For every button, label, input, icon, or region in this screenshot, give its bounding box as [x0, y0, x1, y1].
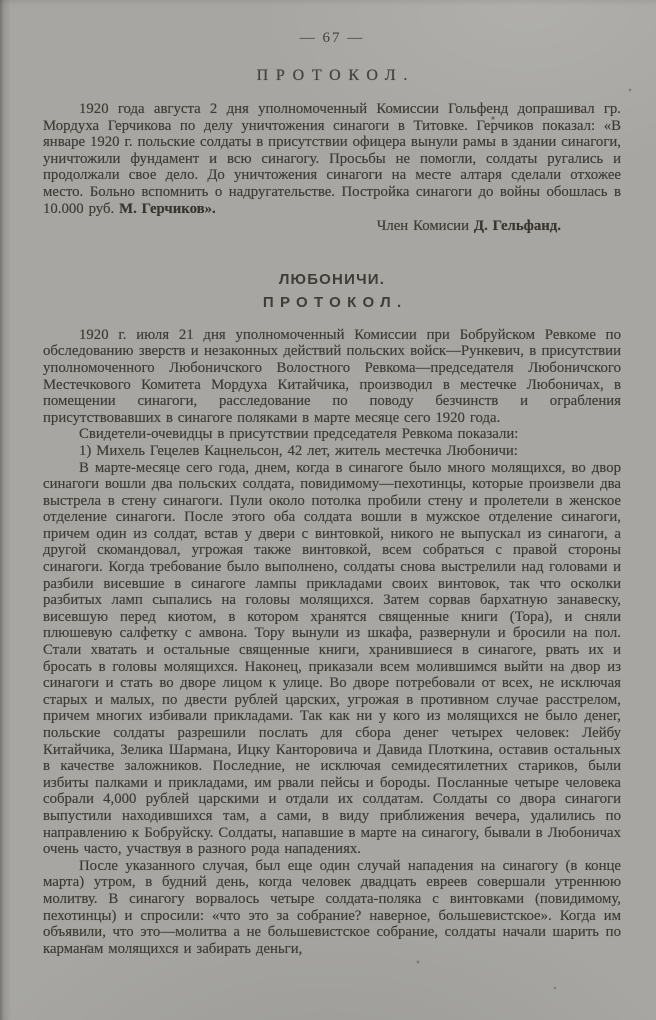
paragraph-testimony-main: В марте-месяце сего года, днем, когда в синагоге было много молящихся, во двор синагоги вошли два польских солдата, повидимому—пехотинцы, которые произвели два выстрела в стену синагоги. Пули около потолка пробили стену и пролетели в женское отделение синагоги. После этого оба солдата вошли в мужское отделение синагоги, причем один из солдат, встав у двери с винтовкой, никого не выпускал из синагоги, а другой скомандовал, угрожая также винтовкой, всем собраться с правой стороны синагоги. Когда требование было выполнено, солдаты снова выстрелили над головами и разбили висевшие в синагоге лампы прикладами своих винтовок, так что осколки разбитых ламп сыпались на головы молящихся. Затем сорвав бархатную занавеску, висевшую перед киотом, в котором хранятся священные книги (Тора), и сняли плюшевую салфетку с амвона. Тору вынули из шкафа, развернули и бросили на пол. Стали хватать и остальные священные книги, хранившиеся в синагоге, рвать их и бросать в головы молящихся. Наконец, приказали всем молившимся выйти на двор из синагоги и стать во дворе лицом к улице. Во дворе потребовали от всех, не исключая старых и малых, по двести рублей царских, угрожая в противном случае расстрелом, причем многих избивали прикладами. Так как ни у кого из молящихся не было денег, польские солдаты разрешили послать для сбора денег четырех человек: Лейбу Китайчика, Зелика Шармана, Ицку Канторовича и Давида Плоткина, оставив остальных в качестве заложников. Последние, не исключая семидесятилетних стариков, были избиты палками и прикладами, им рвали пейсы и бороды. Посланные четыре человека собрали 4,000 рублей царскими и отдали их солдатам. Солдаты со двора синагоги выпустили находившихся там, а сами, в виду приближения вечера, удалились по направлению к Бобруйску. Солдаты, напавшие в марте на синагогу, бывали в Любоничах очень часто, участвуя в разного рода нападениях. — [43, 459, 621, 858]
protocol-titovka-body — [43, 101, 621, 217]
protocol-lyubonichi-section — [43, 271, 621, 958]
protocol-titovka-body-text: 1920 года августа 2 дня уполномоченный Комиссии Гольфенд допрашивал гр. Мордуха Герчикова по делу уничтожения синагоги в Титовке. Герчиков показал: «В январе 1920 г. польские солдаты в присутствии офицера вынули рамы в здании синагоги, уничтожили фундамент и всю синагогу. Просьбы не помогли, солдаты ругались и продолжали свое дело. До уничтожения синагоги на месте алтаря сделали отхожее место. Больно вспомнить о надругательстве. Постройка синагоги до войны обошлась в 10.000 руб. — [43, 101, 621, 217]
location-heading: ЛЮБОНИЧИ. — [278, 270, 386, 288]
paragraph-testimony-second-incident: После указанного случая, был еще один случай нападения на синагогу (в конце марта) утром, в будний день, когда человек двадцать евреев совершали утреннюю молитву. В синагогу ворвалось четыре солдата-поляка с винтовками (повидимому, пехотинцы) и спросили: «что это за собрание? наверное, большевистское». Когда им объявили, что это—молитва а не большевистское собрание, солдаты начали шарить по карманам молящихся и забирать деньги, — [43, 857, 621, 957]
page-content — [43, 30, 621, 957]
signature-prefix: Член Комисии — [376, 218, 470, 235]
signature-name: Д. Гельфанд. — [473, 218, 561, 235]
paragraph-preamble: 1920 г. июля 21 дня уполномоченный Комиссии при Бобруйском Ревкоме по обследованию зверств и незаконных действий польских войск—Рункевич, в присутствии уполномоченного Любоничского Волостного Ревкома—председателя Любоничского Местечкового Комитета Мордуха Китайчика, производил в местечке Любоничах, в помещении синагоги, расследование по поводу безчинств и ограбления присутствовавших в синагоге поляками в марте месяце сего 1920 года. — [43, 326, 621, 426]
protocol-titovka-title: ПРОТОКОЛ. — [256, 67, 415, 84]
paragraph-witnesses-intro: Свидетели-очевидцы в присутствии председателя Ревкома показали: — [79, 426, 519, 443]
protocol-lyubonichi-title: ПРОТОКОЛ. — [262, 293, 408, 311]
signature-line — [43, 218, 621, 235]
paragraph-witness-identity: 1) Михель Гецелев Кацнельсон, 42 лет, житель местечка Любоничи: — [79, 442, 518, 459]
protocol-titovka-section — [43, 67, 621, 235]
witness-name-bold: М. Герчиков». — [119, 200, 216, 217]
page-number: — 67 — — [299, 30, 365, 46]
